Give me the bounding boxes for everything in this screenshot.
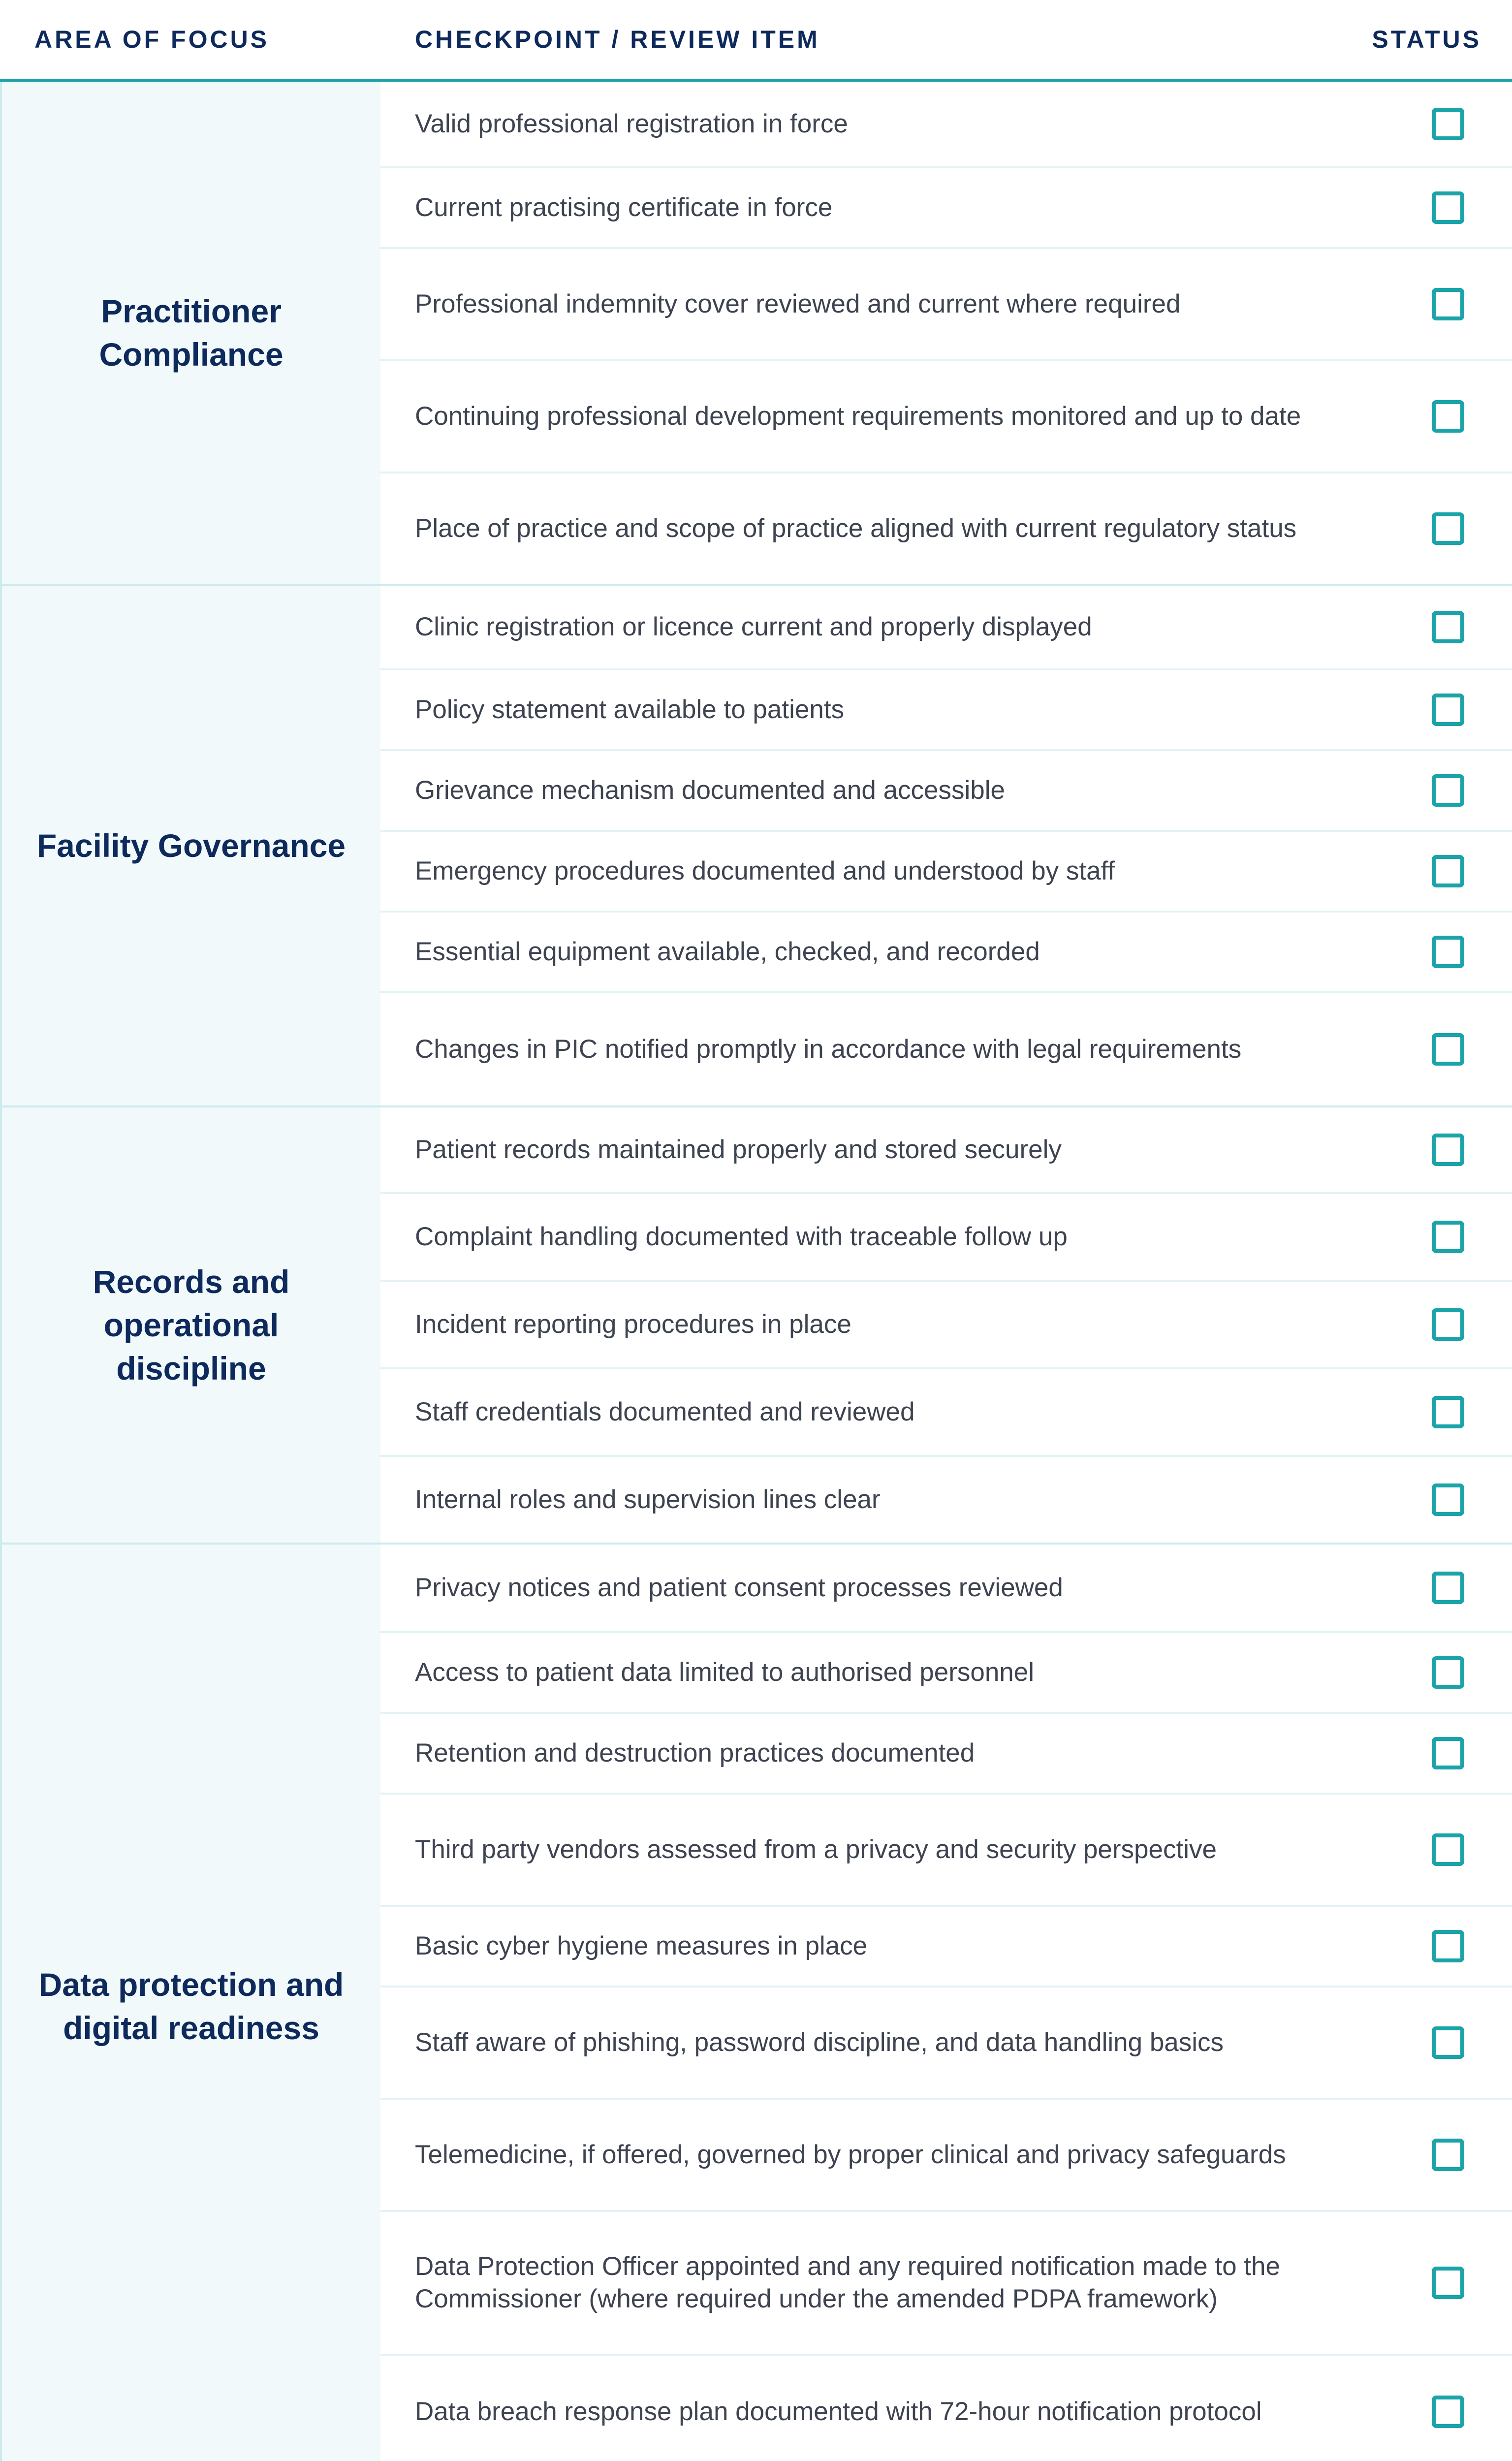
status-checkbox[interactable]: [1432, 936, 1464, 968]
table-row: [380, 1714, 1512, 1795]
checkpoint-text: Policy statement available to patients: [415, 695, 845, 724]
checkpoint-text: Internal roles and supervision lines clear: [415, 1485, 881, 1514]
status-checkbox[interactable]: [1432, 2396, 1464, 2428]
table-row: [380, 2212, 1512, 2356]
table-row: [380, 1457, 1512, 1543]
table-row: [380, 1907, 1512, 1988]
checklist-table: [0, 82, 1512, 2461]
checkpoint-text: Staff aware of phishing, password discipline, and data handling basics: [415, 2028, 1224, 2057]
table-row: [380, 1194, 1512, 1282]
status-cell: [1364, 2139, 1512, 2171]
status-checkbox[interactable]: [1432, 1396, 1464, 1428]
checkpoint-text: Staff credentials documented and reviewed: [415, 1397, 915, 1426]
checkpoint-text: Privacy notices and patient consent processes reviewed: [415, 1573, 1063, 1602]
checkpoint-text: Basic cyber hygiene measures in place: [415, 1931, 868, 1960]
status-cell: [1364, 400, 1512, 433]
status-checkbox[interactable]: [1432, 774, 1464, 807]
section-3: [0, 1107, 1512, 1545]
status-cell: [1364, 288, 1512, 320]
table-row: [380, 1988, 1512, 2100]
status-cell: [1364, 1737, 1512, 1769]
area-of-focus-cell: [0, 1107, 380, 1543]
status-checkbox[interactable]: [1432, 1656, 1464, 1689]
checkpoint-text: Complaint handling documented with traceable follow up: [415, 1222, 1068, 1251]
checkpoint-text: Place of practice and scope of practice aligned with current regulatory status: [415, 514, 1297, 543]
header-status: STATUS: [1372, 26, 1481, 53]
status-checkbox[interactable]: [1432, 1308, 1464, 1341]
status-cell: [1364, 1134, 1512, 1166]
checkpoint-text: Continuing professional development requirements monitored and up to date: [415, 402, 1301, 431]
status-cell: [1364, 512, 1512, 545]
table-row: [380, 2356, 1512, 2461]
checkpoint-text: Emergency procedures documented and understood by staff: [415, 856, 1115, 885]
status-cell: [1364, 1930, 1512, 1962]
status-cell: [1364, 694, 1512, 726]
table-row: [380, 361, 1512, 473]
status-cell: [1364, 936, 1512, 968]
status-checkbox[interactable]: [1432, 108, 1464, 140]
checkpoint-text: Third party vendors assessed from a privacy and security perspective: [415, 1835, 1217, 1864]
section-1: [0, 82, 1512, 586]
table-row: [380, 2100, 1512, 2212]
checkpoint-text: Patient records maintained properly and stored securely: [415, 1135, 1062, 1164]
table-row: [380, 751, 1512, 832]
table-row: [380, 82, 1512, 168]
status-checkbox[interactable]: [1432, 191, 1464, 224]
table-row: [380, 913, 1512, 993]
checkpoint-list: [380, 82, 1512, 584]
table-row: [380, 1107, 1512, 1194]
status-cell: [1364, 1308, 1512, 1341]
area-of-focus-title: Data protection and digital readiness: [38, 1966, 344, 2046]
checkpoint-text: Telemedicine, if offered, governed by proper clinical and privacy safeguards: [415, 2140, 1286, 2169]
checkpoint-text: Data breach response plan documented with 72-hour notification protocol: [415, 2397, 1262, 2426]
section-4: [0, 1545, 1512, 2461]
status-checkbox[interactable]: [1432, 1483, 1464, 1516]
table-row: [380, 832, 1512, 913]
table-row: [380, 1282, 1512, 1369]
table-header: [0, 0, 1512, 82]
status-checkbox[interactable]: [1432, 512, 1464, 545]
status-checkbox[interactable]: [1432, 1572, 1464, 1604]
status-cell: [1364, 1572, 1512, 1604]
checkpoint-text: Current practising certificate in force: [415, 193, 833, 222]
checkpoint-list: [380, 1545, 1512, 2461]
table-row: [380, 586, 1512, 670]
status-checkbox[interactable]: [1432, 855, 1464, 887]
table-row: [380, 670, 1512, 751]
status-cell: [1364, 1221, 1512, 1253]
table-row: [380, 1545, 1512, 1633]
area-of-focus-cell: [0, 1545, 380, 2461]
status-checkbox[interactable]: [1432, 2139, 1464, 2171]
checkpoint-list: [380, 586, 1512, 1105]
checkpoint-text: Access to patient data limited to authorised personnel: [415, 1658, 1035, 1687]
status-checkbox[interactable]: [1432, 400, 1464, 433]
status-cell: [1364, 1656, 1512, 1689]
status-cell: [1364, 2026, 1512, 2059]
checkpoint-text: Changes in PIC notified promptly in accordance with legal requirements: [415, 1035, 1242, 1064]
status-checkbox[interactable]: [1432, 2267, 1464, 2299]
checkpoint-text: Professional indemnity cover reviewed and current where required: [415, 289, 1181, 318]
table-row: [380, 168, 1512, 249]
checkpoint-text: Incident reporting procedures in place: [415, 1310, 851, 1339]
checkpoint-list: [380, 1107, 1512, 1543]
status-checkbox[interactable]: [1432, 1134, 1464, 1166]
area-of-focus-title: Records and operational discipline: [93, 1263, 290, 1387]
status-cell: [1364, 611, 1512, 643]
status-checkbox[interactable]: [1432, 1737, 1464, 1769]
status-checkbox[interactable]: [1432, 2026, 1464, 2059]
status-checkbox[interactable]: [1432, 1221, 1464, 1253]
status-checkbox[interactable]: [1432, 611, 1464, 643]
area-of-focus-cell: [0, 82, 380, 584]
area-of-focus-title: Practitioner Compliance: [99, 293, 284, 373]
checkpoint-text: Data Protection Officer appointed and any required notification made to the Commissioner (where required under the amended PDPA framework): [415, 2252, 1280, 2313]
status-cell: [1364, 1396, 1512, 1428]
status-cell: [1364, 1483, 1512, 1516]
table-row: [380, 249, 1512, 361]
status-cell: [1364, 774, 1512, 807]
status-checkbox[interactable]: [1432, 1033, 1464, 1066]
status-cell: [1364, 1833, 1512, 1866]
checkpoint-text: Essential equipment available, checked, and recorded: [415, 937, 1040, 966]
status-checkbox[interactable]: [1432, 1930, 1464, 1962]
table-row: [380, 993, 1512, 1105]
status-cell: [1364, 108, 1512, 140]
area-of-focus-title: Facility Governance: [36, 827, 346, 864]
status-cell: [1364, 2396, 1512, 2428]
header-area-of-focus: AREA OF FOCUS: [34, 26, 270, 53]
checkpoint-text: Grievance mechanism documented and accessible: [415, 776, 1006, 805]
status-checkbox[interactable]: [1432, 694, 1464, 726]
status-cell: [1364, 191, 1512, 224]
checkpoint-text: Retention and destruction practices documented: [415, 1738, 975, 1767]
table-row: [380, 1369, 1512, 1457]
status-cell: [1364, 2267, 1512, 2299]
header-checkpoint: CHECKPOINT / REVIEW ITEM: [415, 26, 820, 53]
status-checkbox[interactable]: [1432, 1833, 1464, 1866]
table-row: [380, 1795, 1512, 1907]
status-cell: [1364, 1033, 1512, 1066]
checkpoint-text: Valid professional registration in force: [415, 109, 848, 138]
checkpoint-text: Clinic registration or licence current and properly displayed: [415, 612, 1092, 641]
table-row: [380, 473, 1512, 584]
status-cell: [1364, 855, 1512, 887]
status-checkbox[interactable]: [1432, 288, 1464, 320]
table-row: [380, 1633, 1512, 1714]
area-of-focus-cell: [0, 586, 380, 1105]
section-2: [0, 586, 1512, 1107]
